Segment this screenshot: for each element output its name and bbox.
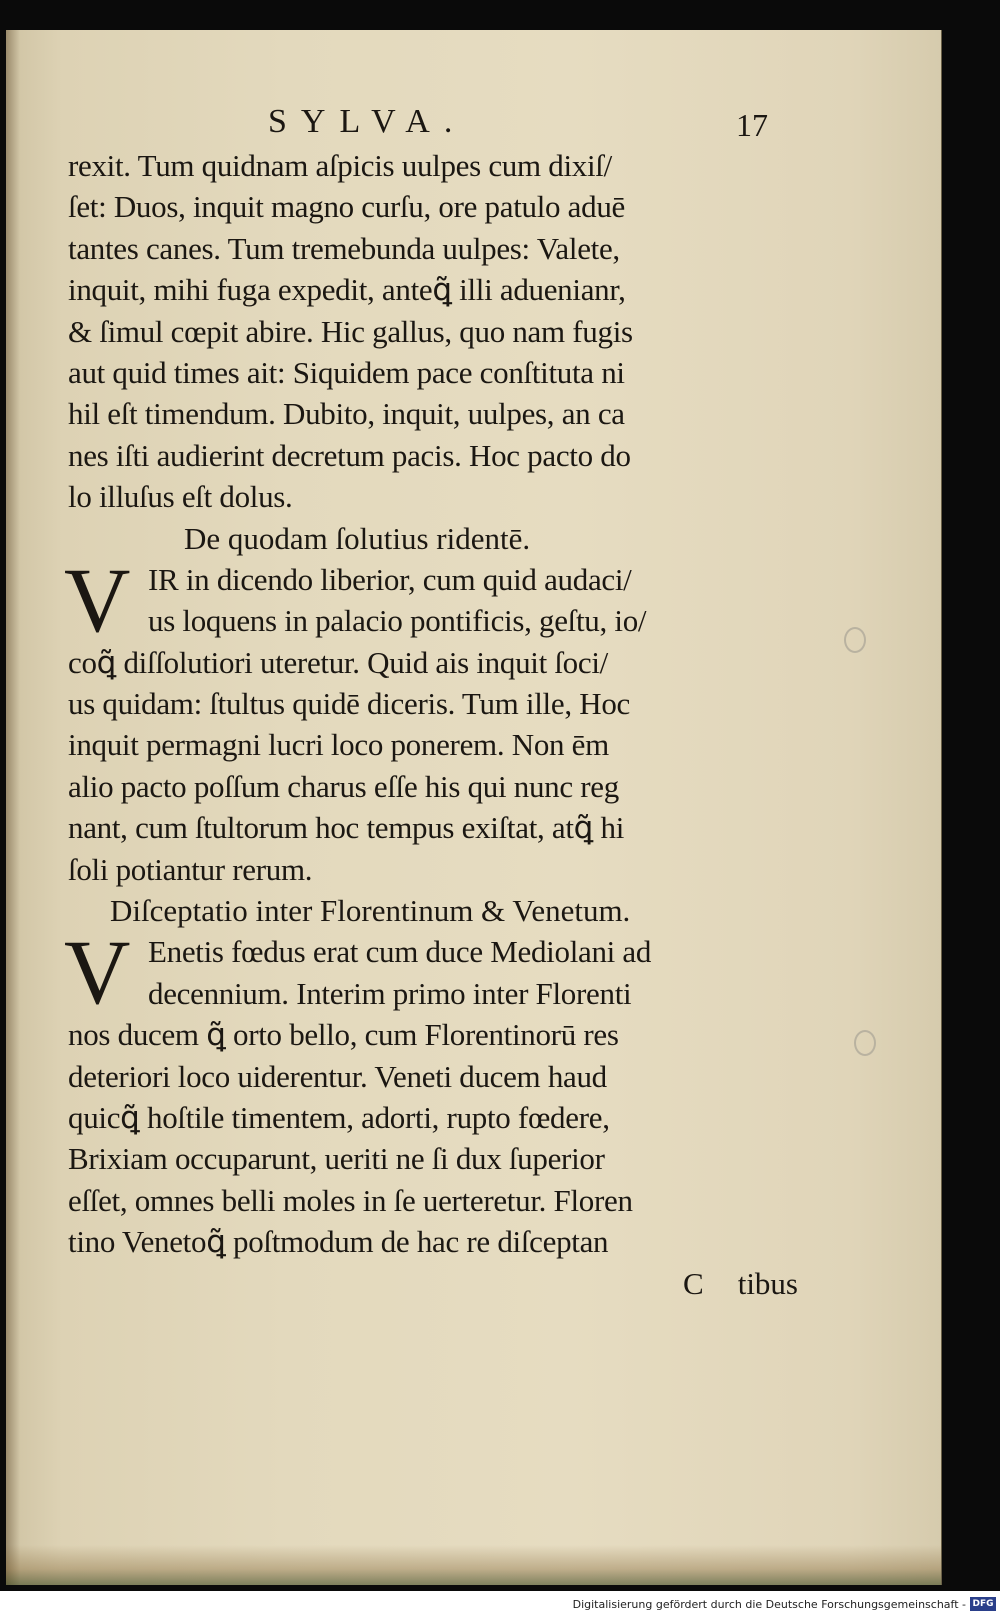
text-line: nos ducem ꝗ̃ orto bello, cum Florentinorū res — [68, 1017, 619, 1053]
margin-ring-mark — [854, 1030, 876, 1056]
text-line: coꝗ̃ diſſolutiori uteretur. Quid ais inquit ſoci/ — [68, 644, 608, 680]
text-line: us quidam: ſtultus quidē diceris. Tum ille, Hoc — [68, 686, 630, 722]
text-line: alio pacto poſſum charus eſſe his qui nunc reg — [68, 768, 619, 804]
text-line: hil eſt timendum. Dubito, inquit, uulpes, an ca — [68, 396, 625, 432]
text-line: us loquens in palacio pontificis, geſtu, io/ — [148, 603, 647, 639]
page-bottom-stain — [6, 1545, 941, 1585]
drop-cap: V — [64, 921, 131, 1024]
text-line: ſoli potiantur rerum. — [68, 851, 313, 887]
drop-cap: V — [64, 548, 131, 651]
running-head — [68, 85, 798, 145]
book-page — [6, 30, 942, 1585]
funding-credit: Digitalisierung gefördert durch die Deutsche Forschungsgemeinschaft - — [572, 1598, 966, 1611]
margin-ring-mark — [844, 627, 866, 653]
text-line: & ſimul cœpit abire. Hic gallus, quo nam fugis — [68, 313, 633, 349]
dfg-logo: DFG — [970, 1597, 996, 1611]
text-line: lo illuſus eſt dolus. — [68, 479, 293, 515]
text-line: deteriori loco uiderentur. Veneti ducem haud — [68, 1058, 607, 1094]
text-line: ſet: Duos, inquit magno curſu, ore patulo aduē — [68, 189, 625, 225]
text-line: decennium. Interim primo inter Florenti — [148, 975, 632, 1011]
text-line: nes iſti audierint decretum pacis. Hoc pacto do — [68, 437, 631, 473]
running-title: SYLVA. — [268, 103, 467, 140]
text-line: inquit, mihi fuga expedit, anteꝗ̃ illi aduenianr, — [68, 272, 626, 308]
digitization-footer — [0, 1591, 1000, 1615]
page-number: 17 — [736, 107, 768, 143]
text-line: IR in dicendo liberior, cum quid audaci/ — [148, 561, 632, 597]
page-gutter-shadow — [6, 30, 20, 1585]
text-line: quicꝗ̃ hoſtile timentem, adorti, rupto fœdere, — [68, 1099, 610, 1135]
text-line: tantes canes. Tum tremebunda uulpes: Valete, — [68, 230, 620, 266]
text-line: Enetis fœdus erat cum duce Mediolani ad — [148, 934, 652, 970]
text-line: inquit permagni lucri loco ponerem. Non ēm — [68, 727, 609, 763]
catchword-line — [68, 1263, 798, 1304]
text-line: rexit. Tum quidnam aſpicis uulpes cum dixiſ/ — [68, 148, 612, 183]
section-heading: De quodam ſolutius ridentē. — [184, 520, 531, 556]
text-line: Brixiam occuparunt, ueriti ne ſi dux ſuperior — [68, 1141, 605, 1177]
section-heading: Diſceptatio inter Florentinum & Venetum. — [110, 893, 631, 929]
section-1-paragraph — [64, 548, 798, 890]
catchword: tibus — [737, 1265, 798, 1301]
section-2-paragraph — [64, 921, 798, 1262]
text-line: tino Venetoꝗ̃ poſtmodum de hac re diſceptan — [68, 1224, 609, 1260]
text-line: eſſet, omnes belli moles in ſe uerteretur. Floren — [68, 1182, 633, 1218]
text-block — [64, 85, 798, 1304]
text-line: nant, cum ſtultorum hoc tempus exiſtat, atꝗ̃ hi — [68, 810, 625, 846]
signature-mark: C — [683, 1265, 704, 1301]
text-line: aut quid times ait: Siquidem pace conſtituta ni — [68, 354, 625, 390]
intro-paragraph — [68, 145, 798, 518]
